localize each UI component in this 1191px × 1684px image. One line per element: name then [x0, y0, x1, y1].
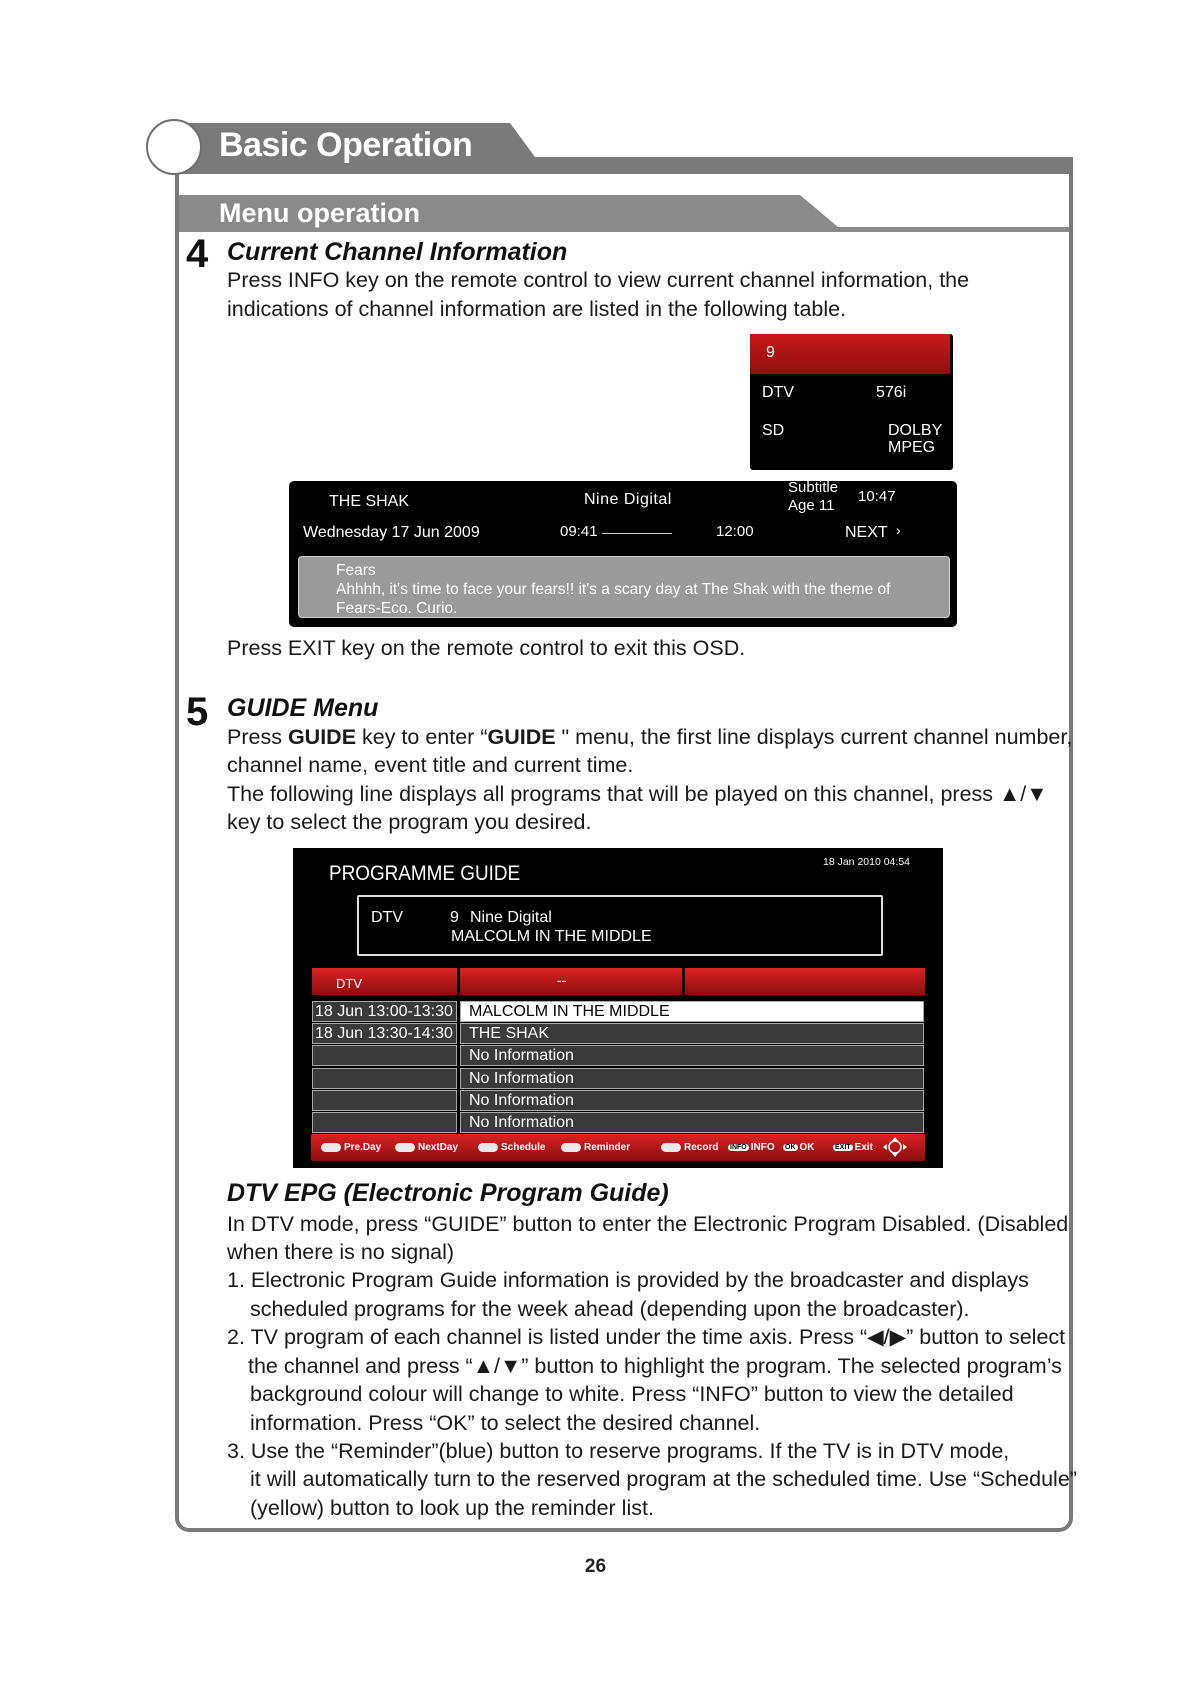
guide-row[interactable]: No Information [460, 1068, 924, 1089]
paragraph-line: Press EXIT key on the remote control to exit this OSD. [227, 636, 746, 660]
paragraph-line: indications of channel information are listed in the following table. [227, 297, 847, 321]
reminder-key[interactable]: Reminder [561, 1142, 630, 1153]
channel-number: 9 [766, 344, 775, 361]
next-label: NEXT [845, 524, 888, 541]
item-number: 5 [186, 690, 209, 734]
subtitle-label: Subtitle [788, 479, 839, 496]
schedule-key[interactable]: Schedule [478, 1142, 545, 1153]
paragraph-line: when there is no signal) [227, 1240, 455, 1264]
current-event: MALCOLM IN THE MIDDLE [451, 928, 652, 945]
audio-format: DOLBY [888, 422, 943, 439]
list-item: background colour will change to white. Press “INFO” button to view the detailed [250, 1382, 1014, 1406]
preday-key[interactable]: Pre.Day [321, 1142, 381, 1153]
column-header [685, 968, 925, 995]
paragraph-line: In DTV mode, press “GUIDE” button to enter the Electronic Program Disabled. (Disabled [227, 1212, 1069, 1236]
paragraph-line: Press INFO key on the remote control to view current channel information, the [227, 268, 970, 292]
event-description-box [298, 556, 950, 618]
item-heading: Current Channel Information [227, 238, 568, 266]
epg-heading: DTV EPG (Electronic Program Guide) [227, 1179, 669, 1207]
list-item: 2. TV program of each channel is listed under the time axis. Press “◀/▶” button to select [227, 1325, 1066, 1349]
progress-bar [602, 533, 672, 534]
page-title: Basic Operation [219, 126, 473, 164]
item-number: 4 [186, 232, 209, 276]
item-heading: GUIDE Menu [227, 694, 379, 722]
channel-name: Nine Digital [584, 491, 672, 508]
start-time: 09:41 [560, 523, 598, 540]
row-time [312, 1112, 457, 1133]
guide-title: PROGRAMME GUIDE [329, 862, 521, 885]
channel-info-panel [750, 334, 953, 470]
resolution: 576i [876, 384, 907, 401]
channel-name: Nine Digital [470, 909, 552, 926]
navigation-arrows-icon [883, 1137, 907, 1157]
section-subtitle: Menu operation [219, 198, 420, 228]
list-item: the channel and press “▲/▼” button to highlight the program. The selected program’s [248, 1354, 1062, 1378]
tv-type: DTV [371, 909, 403, 926]
row-time [312, 1045, 457, 1066]
guide-datetime: 18 Jan 2010 04:54 [823, 856, 910, 868]
list-item: (yellow) button to look up the reminder list. [250, 1496, 654, 1520]
column-header-label: DTV [336, 976, 362, 991]
list-item: 3. Use the “Reminder”(blue) button to reserve programs. If the TV is in DTV mode, [227, 1439, 1010, 1463]
header-circle [146, 119, 202, 175]
guide-row[interactable]: No Information [460, 1045, 924, 1066]
exit-key[interactable]: EXIT Exit [835, 1142, 873, 1153]
guide-row[interactable]: No Information [460, 1090, 924, 1111]
record-key[interactable]: Record [661, 1142, 718, 1153]
paragraph-line: Press GUIDE key to enter “GUIDE " menu, the first line displays current channel number, [227, 725, 1073, 749]
event-description: Ahhhh, it's time to face your fears!! it's a scary day at The Shak with the theme of [336, 581, 891, 598]
page-number: 26 [584, 1556, 607, 1577]
tv-type: DTV [762, 384, 794, 401]
current-channel-box [357, 895, 883, 956]
list-item: information. Press “OK” to select the desired channel. [250, 1411, 761, 1435]
date: Wednesday 17 Jun 2009 [303, 524, 480, 541]
list-item: 1. Electronic Program Guide information is provided by the broadcaster and displays [227, 1268, 1029, 1292]
guide-row[interactable]: No Information [460, 1112, 924, 1133]
row-time: 18 Jun 13:30-14:30 [312, 1023, 457, 1044]
info-key[interactable]: INFO INFO [730, 1142, 775, 1153]
event-description: Fears-Eco. Curio. [336, 600, 458, 617]
guide-row[interactable]: THE SHAK [460, 1023, 924, 1044]
row-time [312, 1068, 457, 1089]
chevron-right-icon: › [896, 522, 901, 538]
paragraph-line: key to select the program you desired. [227, 810, 592, 834]
paragraph-line: The following line displays all programs that will be played on this channel, press ▲/▼ [227, 782, 1048, 806]
list-item: scheduled programs for the week ahead (depending upon the broadcaster). [250, 1297, 970, 1321]
end-time: 12:00 [716, 523, 754, 540]
row-time: 18 Jun 13:00-13:30 [312, 1001, 457, 1022]
column-header [460, 968, 682, 995]
column-header-label: -- [557, 972, 567, 988]
ok-key[interactable]: OK OK [785, 1142, 815, 1153]
audio-format: MPEG [888, 439, 936, 456]
clock: 10:47 [858, 488, 896, 505]
program-name: THE SHAK [329, 493, 410, 510]
column-header [312, 968, 457, 995]
event-title: Fears [336, 562, 376, 579]
nextday-key[interactable]: NextDay [395, 1142, 458, 1153]
list-item: it will automatically turn to the reserved program at the scheduled time. Use “Schedule” [250, 1467, 1077, 1491]
age-rating: Age 11 [788, 497, 835, 514]
row-time [312, 1090, 457, 1111]
channel-number: 9 [450, 909, 459, 926]
guide-row-selected[interactable]: MALCOLM IN THE MIDDLE [460, 1001, 924, 1022]
definition: SD [762, 422, 785, 439]
paragraph-line: channel name, event title and current time. [227, 753, 634, 777]
